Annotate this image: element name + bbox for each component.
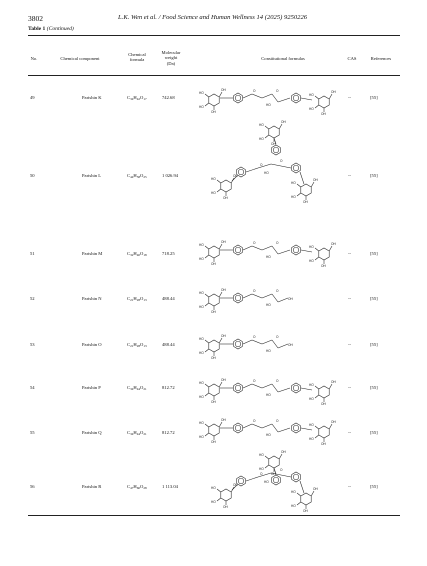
cas-number: -- xyxy=(348,251,352,256)
component-name: Parishin O xyxy=(82,342,102,347)
col-header-structure: Constitutional formulas xyxy=(261,56,305,61)
cas-number: -- xyxy=(348,296,352,301)
svg-text:O: O xyxy=(253,419,256,423)
svg-text:OH: OH xyxy=(211,310,216,314)
reference: [55] xyxy=(370,342,378,347)
svg-text:HO: HO xyxy=(199,91,204,95)
svg-text:HO: HO xyxy=(266,303,271,307)
structure-drawing xyxy=(196,322,346,366)
reference: [55] xyxy=(370,173,378,178)
svg-text:HO: HO xyxy=(291,490,296,494)
running-header: L.K. Wen et al. / Food Science and Human Wellness 14 (2025) 9250226 xyxy=(118,14,308,21)
svg-text:HO: HO xyxy=(199,421,204,425)
structure-drawing xyxy=(196,78,346,118)
chemical-formula: $C_{44}H_{58}O_{25}$ xyxy=(127,173,147,179)
structure-drawing xyxy=(196,228,346,272)
svg-text:OH: OH xyxy=(223,196,228,200)
svg-text:O: O xyxy=(280,159,283,163)
component-name: Parishin L xyxy=(82,173,102,178)
svg-text:HO: HO xyxy=(199,257,204,261)
page-number: 3802 xyxy=(28,14,43,23)
molecular-weight: 718.25 xyxy=(162,251,175,256)
cas-number: -- xyxy=(348,484,352,489)
svg-text:OH: OH xyxy=(271,142,276,146)
svg-text:OH: OH xyxy=(288,343,293,347)
table-caption xyxy=(28,26,74,32)
svg-text:HO: HO xyxy=(199,105,204,109)
svg-text:HO: HO xyxy=(199,435,204,439)
molecular-weight: 1 113.04 xyxy=(162,484,178,489)
caption-suffix: (Continued) xyxy=(46,26,74,32)
svg-text:O: O xyxy=(276,379,279,383)
svg-text:HO: HO xyxy=(211,486,216,490)
structure-drawing xyxy=(196,450,346,512)
svg-text:OH: OH xyxy=(313,487,318,491)
reference: [55] xyxy=(370,251,378,256)
component-name: Parishin K xyxy=(82,95,102,100)
svg-text:O: O xyxy=(253,89,256,93)
svg-text:HO: HO xyxy=(266,433,271,437)
svg-text:HO: HO xyxy=(264,171,269,175)
svg-text:OH: OH xyxy=(331,242,336,246)
svg-text:HO: HO xyxy=(309,245,314,249)
svg-text:O: O xyxy=(276,419,279,423)
chemical-formula: $C_{47}H_{60}O_{28}$ xyxy=(127,484,147,490)
svg-text:HO: HO xyxy=(211,177,216,181)
top-rule xyxy=(28,35,400,36)
svg-text:OH: OH xyxy=(221,88,226,92)
chemical-formula: $C_{34}H_{44}O_{21}$ xyxy=(127,430,147,436)
row-number: 56 xyxy=(30,484,35,489)
svg-text:O: O xyxy=(276,335,279,339)
svg-text:OH: OH xyxy=(221,418,226,422)
svg-text:HO: HO xyxy=(264,480,269,484)
col-header-component: Chemical component xyxy=(60,56,100,61)
svg-text:O: O xyxy=(276,241,279,245)
svg-text:OH: OH xyxy=(331,90,336,94)
structure-drawing xyxy=(196,278,346,318)
svg-text:HO: HO xyxy=(266,393,271,397)
svg-text:O: O xyxy=(280,468,283,472)
svg-text:HO: HO xyxy=(259,137,264,141)
row-number: 55 xyxy=(30,430,35,435)
svg-text:HO: HO xyxy=(266,103,271,107)
chemical-formula: $C_{21}H_{28}O_{13}$ xyxy=(127,342,147,348)
svg-text:HO: HO xyxy=(199,337,204,341)
caption-label: Table 1 xyxy=(28,26,46,32)
svg-text:OH: OH xyxy=(211,356,216,360)
component-name: Parishin R xyxy=(82,484,102,489)
svg-text:HO: HO xyxy=(259,123,264,127)
structure-drawing xyxy=(196,120,346,224)
molecular-weight: 742.68 xyxy=(162,95,175,100)
svg-text:HO: HO xyxy=(266,255,271,259)
chemical-formula: $C_{32}H_{40}O_{18}$ xyxy=(127,251,147,257)
svg-text:OH: OH xyxy=(303,509,308,512)
col-header-cas: CAS xyxy=(347,56,357,61)
reference: [55] xyxy=(370,430,378,435)
row-number: 53 xyxy=(30,342,35,347)
svg-text:HO: HO xyxy=(291,181,296,185)
row-number: 49 xyxy=(30,95,35,100)
svg-text:HO: HO xyxy=(199,395,204,399)
row-number: 50 xyxy=(30,173,35,178)
svg-text:HO: HO xyxy=(309,397,314,401)
svg-text:HO: HO xyxy=(211,500,216,504)
svg-text:HO: HO xyxy=(309,383,314,387)
svg-text:OH: OH xyxy=(321,402,326,406)
svg-text:OH: OH xyxy=(331,380,336,384)
bottom-rule xyxy=(28,515,400,516)
row-number: 51 xyxy=(30,251,35,256)
svg-text:HO: HO xyxy=(211,191,216,195)
molecular-weight: 812.72 xyxy=(162,385,175,390)
svg-text:O: O xyxy=(260,163,263,167)
svg-text:HO: HO xyxy=(291,195,296,199)
svg-text:OH: OH xyxy=(288,297,293,301)
svg-text:O: O xyxy=(253,335,256,339)
svg-text:OH: OH xyxy=(221,378,226,382)
structure-drawing xyxy=(196,370,346,406)
svg-text:OH: OH xyxy=(321,112,326,116)
svg-text:OH: OH xyxy=(271,472,276,476)
reference: [55] xyxy=(370,484,378,489)
svg-text:HO: HO xyxy=(309,437,314,441)
cas-number: -- xyxy=(348,95,352,100)
row-number: 54 xyxy=(30,385,35,390)
svg-text:OH: OH xyxy=(313,178,318,182)
svg-text:OH: OH xyxy=(221,334,226,338)
svg-text:HO: HO xyxy=(259,453,264,457)
cas-number: -- xyxy=(348,385,352,390)
structure-drawing xyxy=(196,408,346,448)
svg-text:HO: HO xyxy=(199,291,204,295)
reference: [55] xyxy=(370,95,378,100)
molecular-weight: 1 026.94 xyxy=(162,173,179,178)
row-number: 52 xyxy=(30,296,35,301)
col-header-weight: Molecular weight (Da) xyxy=(161,50,181,66)
svg-text:HO: HO xyxy=(309,93,314,97)
component-name: Parishin P xyxy=(82,385,101,390)
cas-number: -- xyxy=(348,173,352,178)
svg-text:O: O xyxy=(253,289,256,293)
svg-text:HO: HO xyxy=(199,351,204,355)
svg-text:OH: OH xyxy=(211,400,216,404)
col-header-no: No. xyxy=(30,56,38,61)
svg-text:HO: HO xyxy=(309,107,314,111)
svg-text:HO: HO xyxy=(266,349,271,353)
svg-text:OH: OH xyxy=(211,110,216,114)
molecular-weight: 812.72 xyxy=(162,430,175,435)
cas-number: -- xyxy=(348,430,352,435)
component-name: Parishin Q xyxy=(82,430,102,435)
chemical-formula: $C_{21}H_{28}O_{13}$ xyxy=(127,296,147,302)
svg-text:OH: OH xyxy=(281,120,286,124)
svg-text:O: O xyxy=(276,89,279,93)
col-header-references: References xyxy=(370,56,392,61)
col-header-formula: Chemical formula xyxy=(128,52,146,63)
svg-text:HO: HO xyxy=(309,423,314,427)
svg-text:OH: OH xyxy=(221,240,226,244)
reference: [55] xyxy=(370,296,378,301)
svg-text:OH: OH xyxy=(281,450,286,454)
svg-text:OH: OH xyxy=(233,174,238,178)
svg-text:OH: OH xyxy=(233,483,238,487)
molecular-weight: 488.44 xyxy=(162,296,175,301)
svg-text:O: O xyxy=(253,241,256,245)
svg-text:OH: OH xyxy=(223,505,228,509)
svg-text:OH: OH xyxy=(221,288,226,292)
svg-text:HO: HO xyxy=(199,381,204,385)
svg-text:O: O xyxy=(276,289,279,293)
cas-number: -- xyxy=(348,342,352,347)
chemical-formula: $C_{34}H_{44}O_{21}$ xyxy=(127,385,147,391)
svg-text:HO: HO xyxy=(199,305,204,309)
svg-text:O: O xyxy=(253,379,256,383)
svg-text:O: O xyxy=(260,472,263,476)
svg-text:OH: OH xyxy=(321,442,326,446)
svg-text:OH: OH xyxy=(321,264,326,268)
chemical-formula: $C_{34}H_{42}O_{17}$ xyxy=(127,95,147,101)
svg-text:OH: OH xyxy=(303,200,308,204)
svg-text:HO: HO xyxy=(259,467,264,471)
reference: [55] xyxy=(370,385,378,390)
svg-text:OH: OH xyxy=(331,420,336,424)
svg-text:HO: HO xyxy=(309,259,314,263)
component-name: Parishin M xyxy=(82,251,103,256)
svg-text:HO: HO xyxy=(199,243,204,247)
header-rule xyxy=(28,75,400,76)
svg-text:OH: OH xyxy=(211,262,216,266)
svg-text:HO: HO xyxy=(291,504,296,508)
molecular-weight: 488.44 xyxy=(162,342,175,347)
svg-text:OH: OH xyxy=(211,440,216,444)
component-name: Parishin N xyxy=(82,296,102,301)
